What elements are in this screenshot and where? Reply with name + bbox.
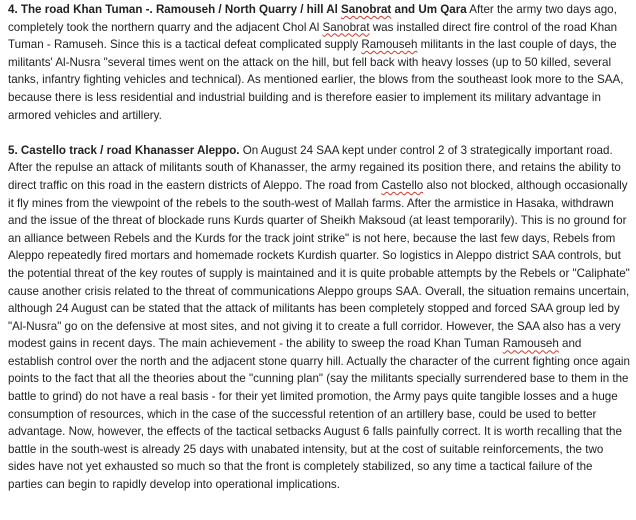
misspelled-word: Ramouseh xyxy=(502,337,559,351)
section-5-text-1: On August 24 SAA kept under control 2 of 3 strategically important road. After the repulse an attack of militants south of Khanasser, the army regained its position there, and retains the ability to direct traffic on this road in the eastern districts of Aleppo. The road from xyxy=(8,143,621,192)
section-4-heading xyxy=(8,3,467,16)
section-4-heading-part-2: and Um Qara xyxy=(391,3,467,16)
section-5-paragraph xyxy=(8,142,630,494)
section-4-text-2: was installed direct fire control of the road Khan Tuman - Ramuseh. Since this is a tactical defeat complicated supply xyxy=(8,20,618,52)
section-5-text-2: also not blocked, although occasionally it fly mines from the viewpoint of the rebels to the south-west of Mallah farms. After the armistice in Hasaka, withdrawn and the issue of the threat of blockade runs Kurds quarter of Sheikh Maksoud (at least temporarily). This is no ground for an alliance between Rebels and the Kurds for the track joint strike" is not here, because the last few days, Rebels from Aleppo repeatedly fired mortars and homemade rockets Kurdish quarter. So logistics in Aleppo district SAA controls, but the potential threat of the key routes of supply is maintained and it is quite probable attempts by the Rebels or "Caliphate" cause another crisis related to the threat of communications Aleppo groups SAA. Overall, the situation remains uncertain, although 24 August can be stated that the attack of militants has been completely stopped and forced SAA group led by "Al-Nusra" go on the defensive at most sites, and not giving it to create a full corridor. However, the SAA also has a very modest gains in recent days. The main achievement - the ability to sweep the road Khan Tuman xyxy=(8,178,630,351)
section-4-paragraph xyxy=(8,1,630,124)
misspelled-word: Ramouseh xyxy=(361,38,418,52)
section-4-heading-part-1: 4. The road Khan Tuman -. Ramouseh / North Quarry / hill Al xyxy=(8,3,342,16)
misspelled-word: Castello xyxy=(381,178,424,192)
section-4-heading-misspelled-word: Sanobrat xyxy=(341,3,392,16)
misspelled-word: Sanobrat xyxy=(322,20,370,34)
section-5-heading: 5. Castello track / road Khanasser Aleppo. xyxy=(8,143,240,157)
section-5-text-3: and establish control over the north and the adjacent stone quarry hill. Actually the character of the current fighting once again points to the fact that all the theories about the "cunning plan" (say the militants specially surrendered base to them in the battle to grind) do not have a real basis - for their yet limited promotion, the Army pays quite tangible losses and a huge consumption of resources, which in the case of the successful retention of an artillery base, could be used to better advantage. Now, however, the effects of the tactical setbacks August 6 falls painfully correct. It is worth recalling that the battle in the south-west is already 25 days with unabated intensity, but at the cost of suitable reinforcements, the two sides have not yet exhausted so much so that the front is completely stabilized, so any time a tactical failure of the parties can begin to rapidly develop into operational implications. xyxy=(8,337,630,492)
section-4-text-3: militants in the last couple of days, the militants' Al-Nusra "several times went on the attack on the hill, but fell back with heavy losses (up to 50 killed, several tanks, infantry fighting vehicles and technical). As mentioned earlier, the blows from the southeast look more to the SAA, because there is less residential and industrial building and is therefore easier to implement its military advantage in armored vehicles and artillery. xyxy=(8,38,624,122)
section-4-text-1: After the army two days ago, completely took the northern quarry and the adjacent Chol Al xyxy=(8,3,617,34)
